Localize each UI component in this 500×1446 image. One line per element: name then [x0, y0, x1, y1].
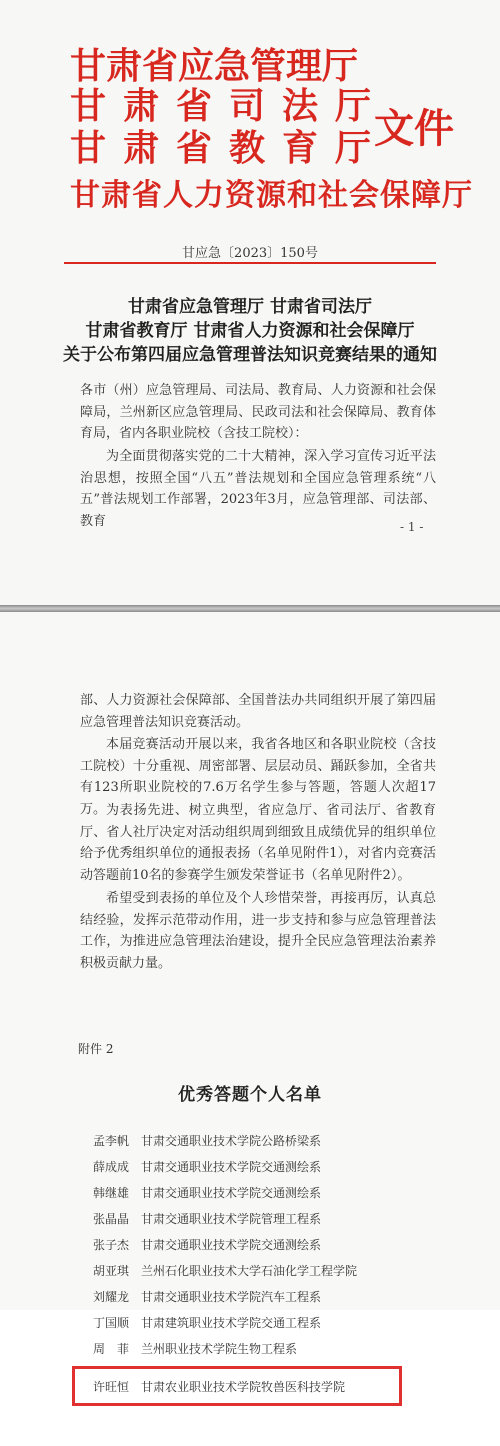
body-paragraph-1-continued: 部、人力资源社会保障部、全国普法办共同组织开展了第四届应急管理普法知识竞赛活动。 [80, 693, 436, 730]
red-divider [64, 262, 436, 264]
list-item: 孟李帆 甘肃交通职业技术学院公路桥梁系 [93, 1134, 322, 1148]
letterhead-suffix: 文件 [374, 105, 454, 152]
document-number: 甘应急〔2023〕150号 [182, 246, 318, 261]
list-item: 张子杰 甘肃交通职业技术学院交通测绘系 [93, 1238, 322, 1252]
attachment-title: 优秀答题个人名单 [178, 1085, 322, 1105]
letterhead-line-3: 甘肃省教育厅 [70, 127, 389, 169]
list-item: 丁国顺 甘肃建筑职业技术学院交通工程系 [93, 1316, 322, 1330]
list-item: 刘耀龙 甘肃交通职业技术学院汽车工程系 [93, 1290, 322, 1304]
letterhead-line-4: 甘肃省人力资源和社会保障厅 [70, 178, 473, 213]
page-number: - 1 - [400, 520, 424, 534]
body-paragraph-3: 为表扬先进、树立典型，省应急厅、省司法厅、省教育厅、省人社厅决定对活动组织周到细致且成绩优异的组织单位给予优秀组织单位的通报表扬（名单见附件1），对省内竞赛活动答题前10名的参赛学生颁发荣誉证书（名单见附件2）。 [80, 803, 436, 883]
attachment-label: 附件 2 [78, 1042, 114, 1056]
recipients-paragraph: 各市（州）应急管理局、司法局、教育局、人力资源和社会保障局，兰州新区应急管理局、民政司法和社会保障局、教育体育局，省内各职业院校（含技工院校）： [80, 383, 436, 441]
body-paragraph-4: 希望受到表扬的单位及个人珍惜荣誉，再接再厉，认真总结经验，发挥示范带动作用，进一步支持和参与应急管理普法工作，为推进应急管理法治建设，提升全民应急管理法治素养积极贡献力量。 [80, 891, 436, 971]
list-item-highlighted: 许旺恒 甘肃农业职业技术学院牧兽医科技学院 [93, 1380, 346, 1394]
list-item: 薛成成 甘肃交通职业技术学院交通测绘系 [93, 1160, 322, 1174]
list-item: 周 菲 兰州职业技术学院生物工程系 [93, 1342, 298, 1356]
list-item: 胡亚琪 兰州石化职业技术大学石油化学工程学院 [93, 1264, 358, 1278]
highlight-box [72, 1366, 402, 1406]
title-line-2: 甘肃省教育厅 甘肃省人力资源和社会保障厅 [85, 321, 415, 341]
title-line-3: 关于公布第四届应急管理普法知识竞赛结果的通知 [63, 345, 437, 365]
letterhead-line-1: 甘肃省应急管理厅 [70, 45, 359, 87]
title-line-1: 甘肃省应急管理厅 甘肃省司法厅 [128, 297, 372, 317]
list-item: 韩继雄 甘肃交通职业技术学院交通测绘系 [93, 1186, 322, 1200]
body-paragraph-2: 本届竞赛活动开展以来，我省各地区和各职业院校（含技工院校）十分重视、周密部署、层层动员、踊跃参加，全省共有123所职业院校的7.6万名学生参与答题，答题人次超17万。 [80, 737, 436, 817]
letterhead-line-2: 甘肃省司法厅 [70, 85, 389, 127]
page-separator [0, 605, 500, 612]
list-item: 张晶晶 甘肃交通职业技术学院管理工程系 [93, 1212, 322, 1226]
body-paragraph-1: 为全面贯彻落实党的二十大精神，深入学习宣传习近平法治思想，按照全国“八五”普法规划和全国应急管理系统“八五”普法规划工作部署，2023年3月，应急管理部、司法部、教育 [80, 449, 436, 529]
